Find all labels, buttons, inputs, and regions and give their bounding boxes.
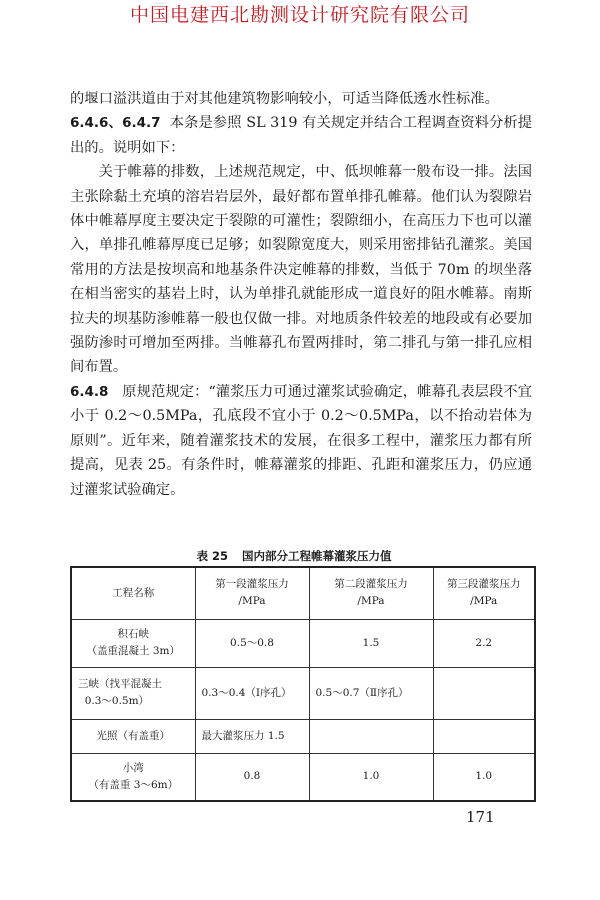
stage-1-cell: 0.3～0.4（Ⅰ序孔） [195,667,309,719]
table-title: 国内部分工程帷幕灌浆压力值 [242,549,392,563]
paragraph-2 [70,111,532,160]
stage-2-cell: 1.0 [309,753,433,801]
project-name-cell: 光照（有盖重） [71,719,195,753]
paragraph-3: 关于帷幕的排数，上述规范规定，中、低坝帷幕一般布设一排。法国主张除黏土充填的溶岩岩层外，最好都布置单排孔帷幕。他们认为裂隙岩体中帷幕厚度主要决定于裂隙的可灌性；裂隙细小，在高压力下也可以灌入，单排孔帷幕厚度已足够；如裂隙宽度大，则采用密排钻孔灌浆。美国常用的方法是按坝高和地基条件决定帷幕的排数，当低于 70m 的坝坐落在相当密实的基岩上时，认为单排孔就能形成一道良好的阻水帷幕。南斯拉夫的坝基防渗帷幕一般也仅做一排。对地质条件较差的地段或有必要加强防渗时可增加至两排。当帷幕孔布置两排时，第二排孔与第一排孔应相间布置。 [70,164,532,376]
stage-2-cell [309,719,433,753]
stage-1-cell: 0.5～0.8 [195,619,309,667]
stage-1-cell: 0.8 [195,753,309,801]
stage-3-cell: 1.0 [433,753,535,801]
project-name-cell: 小湾 （有盖重 3～6m） [71,753,195,801]
table-caption [70,548,532,564]
company-header: 中国电建西北勘测设计研究院有限公司 [129,4,470,26]
section-number: 6.4.8 [70,383,109,400]
paragraph-1: 的堰口溢洪道由于对其他建筑物影响较小，可适当降低透水性标准。 [70,91,499,107]
paragraph-text: 本条是参照 SL 319 有关规定并结合工程调查资料分析提出的。说明如下： [70,115,532,156]
table-row [71,667,535,719]
stage-3-cell [433,719,535,753]
stage-2-cell: 0.5～0.7（Ⅱ序孔） [309,667,433,719]
header-stage-2: 第二段灌浆压力 /MPa [309,567,433,619]
body-text [70,87,532,502]
table-row [71,619,535,667]
header-project-name: 工程名称 [71,567,195,619]
table-number: 表 25 [196,549,228,563]
stage-2-cell: 1.5 [309,619,433,667]
table-header-row [71,567,535,619]
section-number: 6.4.6、6.4.7 [70,115,161,132]
project-name-cell: 积石峡 （盖重混凝土 3m） [71,619,195,667]
table-row [71,719,535,753]
header-stage-1: 第一段灌浆压力 /MPa [195,567,309,619]
paragraph-text: 原规范规定：“灌浆压力可通过灌浆试验确定，帷幕孔表层段不宜小于 0.2～0.5MPa，孔底段不宜小于 0.2～0.5MPa，以不抬动岩体为原则”。近年来，随着灌浆技术的发展，在很多工程中，灌浆压力都有所提高，见表 25。有条件时，帷幕灌浆的排距、孔距和灌浆压力，仍应通过灌浆试验确定。 [70,383,532,498]
table-row [71,753,535,801]
paragraph-4 [70,380,532,502]
page-number: 171 [466,808,495,826]
project-name-cell: 三峡（找平混凝土 0.3～0.5m） [71,667,195,719]
stage-3-cell: 2.2 [433,619,535,667]
header-stage-3: 第三段灌浆压力 /MPa [433,567,535,619]
stage-1-cell: 最大灌浆压力 1.5 [195,719,309,753]
grouting-pressure-table [70,566,536,802]
stage-3-cell [433,667,535,719]
